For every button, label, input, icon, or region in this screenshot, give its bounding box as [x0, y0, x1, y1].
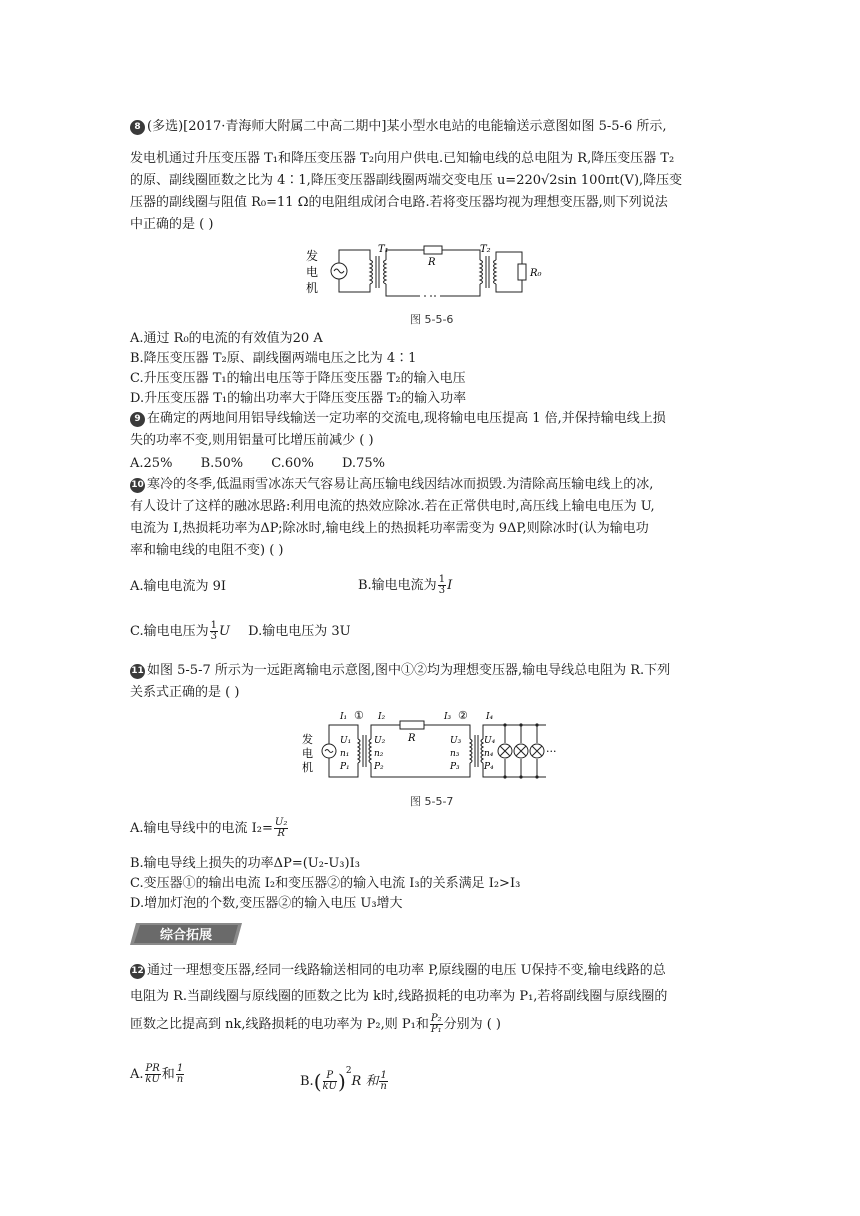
q12-number-badge: 12: [130, 964, 145, 979]
label-r0: R₀: [530, 268, 542, 279]
q11-stem-1: 如图 5-5-7 所示为一远距离输电示意图,图中①②均为理想变压器,输电导线总电阻为 R.下列: [147, 663, 671, 678]
q11-option-b: B.输电导线上损失的功率ΔP=(U₂-U₃)I₃: [130, 856, 360, 871]
label-p4: P₄: [484, 762, 494, 772]
label-p1: P₁: [340, 762, 350, 772]
label-u3: U₃: [450, 736, 462, 746]
q8-line2: 发电机通过升压变压器 T₁和降压变压器 T₂向用户供电.已知输电线的总电阻为 R,降压变压器 T₂: [130, 151, 675, 166]
q10-number-badge: 10: [130, 478, 145, 493]
q12-option-b: B.( $\frac{P}{kU}$ )$^2$R 和 $\frac{1}{n}$: [300, 1066, 387, 1094]
label-i4: I₄: [486, 712, 494, 722]
gen-label-2-c: 机: [302, 761, 313, 774]
resistor-r: [424, 246, 442, 254]
label-n3: n₃: [450, 749, 460, 759]
q11-option-d: D.增加灯泡的个数,变压器②的输入电压 U₃增大: [130, 896, 403, 911]
q11-line1: [130, 662, 670, 680]
figure-5-5-7: [298, 705, 570, 787]
q8-option-b: B.降压变压器 T₂原、副线圈两端电压之比为 4∶1: [130, 351, 417, 366]
q12-stem-1: 通过一理想变压器,经同一线路输送相同的电功率 P,原线圈的电压 U保持不变,输电线路的总: [147, 963, 666, 978]
label-p3: P₃: [450, 762, 460, 772]
label-i1: I₁: [340, 712, 348, 722]
generator-label-2: 电: [306, 265, 319, 279]
q11-option-a: A.输电导线中的电流 I₂= $\frac{\text{U₂}}{R}$: [130, 817, 288, 839]
resistor-r-2: [400, 721, 424, 729]
figure-caption-5-5-7: 图 5-5-7: [410, 795, 454, 808]
q8-option-c: C.升压变压器 T₁的输出电压等于降压变压器 T₂的输入电压: [130, 371, 466, 386]
q10-line4: 率和输电线的电阻不变) ( ): [130, 543, 284, 558]
q8-line3: 的原、副线圈匝数之比为 4∶1,降压变压器副线圈两端交变电压 u=220√2sin 100πt(V),降压变: [130, 173, 683, 188]
q9-option-a: A.25%: [130, 456, 173, 471]
q8-line4: 压器的副线圈与阻值 R₀=11 Ω的电阻组成闭合电路.若将变压器均视为理想变压器,则下列说法: [130, 195, 668, 210]
q11-number-badge: 11: [130, 664, 145, 679]
q9-line2: 失的功率不变,则用铝量可比增压前减少 ( ): [130, 433, 374, 448]
label-t1: T₁: [378, 244, 389, 255]
q9-option-d: D.75%: [341, 456, 385, 471]
label-circle-1: ①: [354, 709, 364, 722]
q12-option-a-fraction-1: $\frac{PR}{kU}$: [145, 1063, 160, 1085]
label-n1: n₁: [340, 749, 350, 759]
q10-option-b-fraction: $\frac{1}{3}$: [438, 574, 446, 596]
label-r-2: R: [408, 733, 416, 744]
label-n2: n₂: [374, 749, 384, 759]
generator-label-3: 机: [306, 281, 319, 295]
label-u1: U₁: [340, 736, 352, 746]
q9-stem-1: 在确定的两地间用铝导线输送一定功率的交流电,现将输电电压提高 1 倍,并保持输电线上损: [147, 411, 666, 426]
q12-option-b-fraction-2: $\frac{1}{n}$: [380, 1070, 387, 1092]
label-more-lamps: ···: [546, 745, 557, 758]
q12-option-a-fraction-2: $\frac{1}{n}$: [176, 1063, 184, 1085]
q10-stem-1: 寒冷的冬季,低温雨雪冰冻天气容易让高压输电线因结冰而损毁.为清除高压输电线上的冰,: [147, 477, 654, 492]
q12-option-a: A. $\frac{PR}{kU}$ 和 $\frac{1}{n}$: [130, 1063, 184, 1085]
q10-option-d: D.输电电压为 3U: [248, 624, 351, 639]
label-i2: I₂: [378, 712, 386, 722]
q11-option-a-fraction: $\frac{\text{U₂}}{R}$: [274, 817, 288, 839]
q8-stem-1: (多选)[2017·青海师大附属二中高二期中]某小型水电站的电能输送示意图如图 5-5-6 所示,: [147, 119, 667, 134]
q12-option-b-fraction-1: $\frac{P}{kU}$: [322, 1070, 337, 1092]
label-n4: n₄: [484, 749, 494, 759]
q10-option-a: A.输电电流为 9I: [130, 579, 227, 594]
generator-label-1: 发: [306, 249, 319, 263]
q8-option-a: A.通过 R₀的电流的有效值为20 A: [130, 331, 323, 346]
resistor-r0: [518, 264, 526, 280]
figure-5-5-6: [300, 240, 560, 302]
label-u4: U₄: [484, 736, 496, 746]
label-i3: I₃: [444, 712, 452, 722]
q10-option-b: B.输电电流为 $\frac{1}{3}$ I: [358, 574, 453, 596]
q8-line5: 中正确的是 ( ): [130, 217, 214, 232]
q10-line2: 有人设计了这样的融冰思路:利用电流的热效应除冰.若在正常供电时,高压线上输电电压为 U,: [130, 499, 655, 514]
figure-caption-5-5-6: 图 5-5-6: [410, 313, 454, 326]
label-u2: U₂: [374, 736, 386, 746]
section-banner: [130, 921, 246, 947]
section-title: 综合拓展: [159, 928, 213, 943]
q9-number-badge: 9: [130, 412, 145, 427]
q9-options: [130, 455, 385, 473]
q12-p2-over-p1: $\frac{\text{P₂}}{\text{P₁}}$: [430, 1013, 442, 1035]
q10-option-c-fraction: $\frac{1}{3}$: [210, 620, 217, 642]
q11-option-c: C.变压器①的输出电流 I₂和变压器②的输入电流 I₃的关系满足 I₂>I₃: [130, 876, 521, 891]
gen-label-2-a: 发: [302, 733, 313, 746]
q12-line3: 匝数之比提高到 nk,线路损耗的电功率为 P₂,则 P₁和 $\frac{\text{P₂}}{\text{P₁}}$ 分别为 ( ): [130, 1013, 502, 1035]
q8-number-badge: 8: [130, 120, 145, 135]
q12-line2: 电阻为 R.当副线圈与原线圈的匝数之比为 k时,线路损耗的电功率为 P₁,若将副线圈与原线圈的: [130, 989, 668, 1004]
q12-line1: [130, 962, 666, 980]
label-circle-2: ②: [458, 709, 468, 722]
q8-line1: [130, 118, 667, 136]
q8-option-d: D.升压变压器 T₁的输出功率大于降压变压器 T₂的输入功率: [130, 391, 467, 406]
q10-line1: [130, 476, 653, 494]
label-r: R: [428, 257, 436, 268]
q9-option-b: B.50%: [200, 456, 244, 471]
q10-line3: 电流为 I,热损耗功率为ΔP;除冰时,输电线上的热损耗功率需变为 9ΔP,则除冰时(认为输电功: [130, 521, 649, 536]
q11-line2: 关系式正确的是 ( ): [130, 685, 240, 700]
q9-option-c: C.60%: [271, 456, 314, 471]
q9-line1: [130, 410, 666, 428]
q10-option-c: C.输电电压为 $\frac{1}{3}$ U D.输电电压为 3U: [130, 620, 351, 642]
gen-label-2-b: 电: [302, 747, 313, 760]
label-t2: T₂: [480, 244, 491, 255]
label-p2: P₂: [374, 762, 384, 772]
